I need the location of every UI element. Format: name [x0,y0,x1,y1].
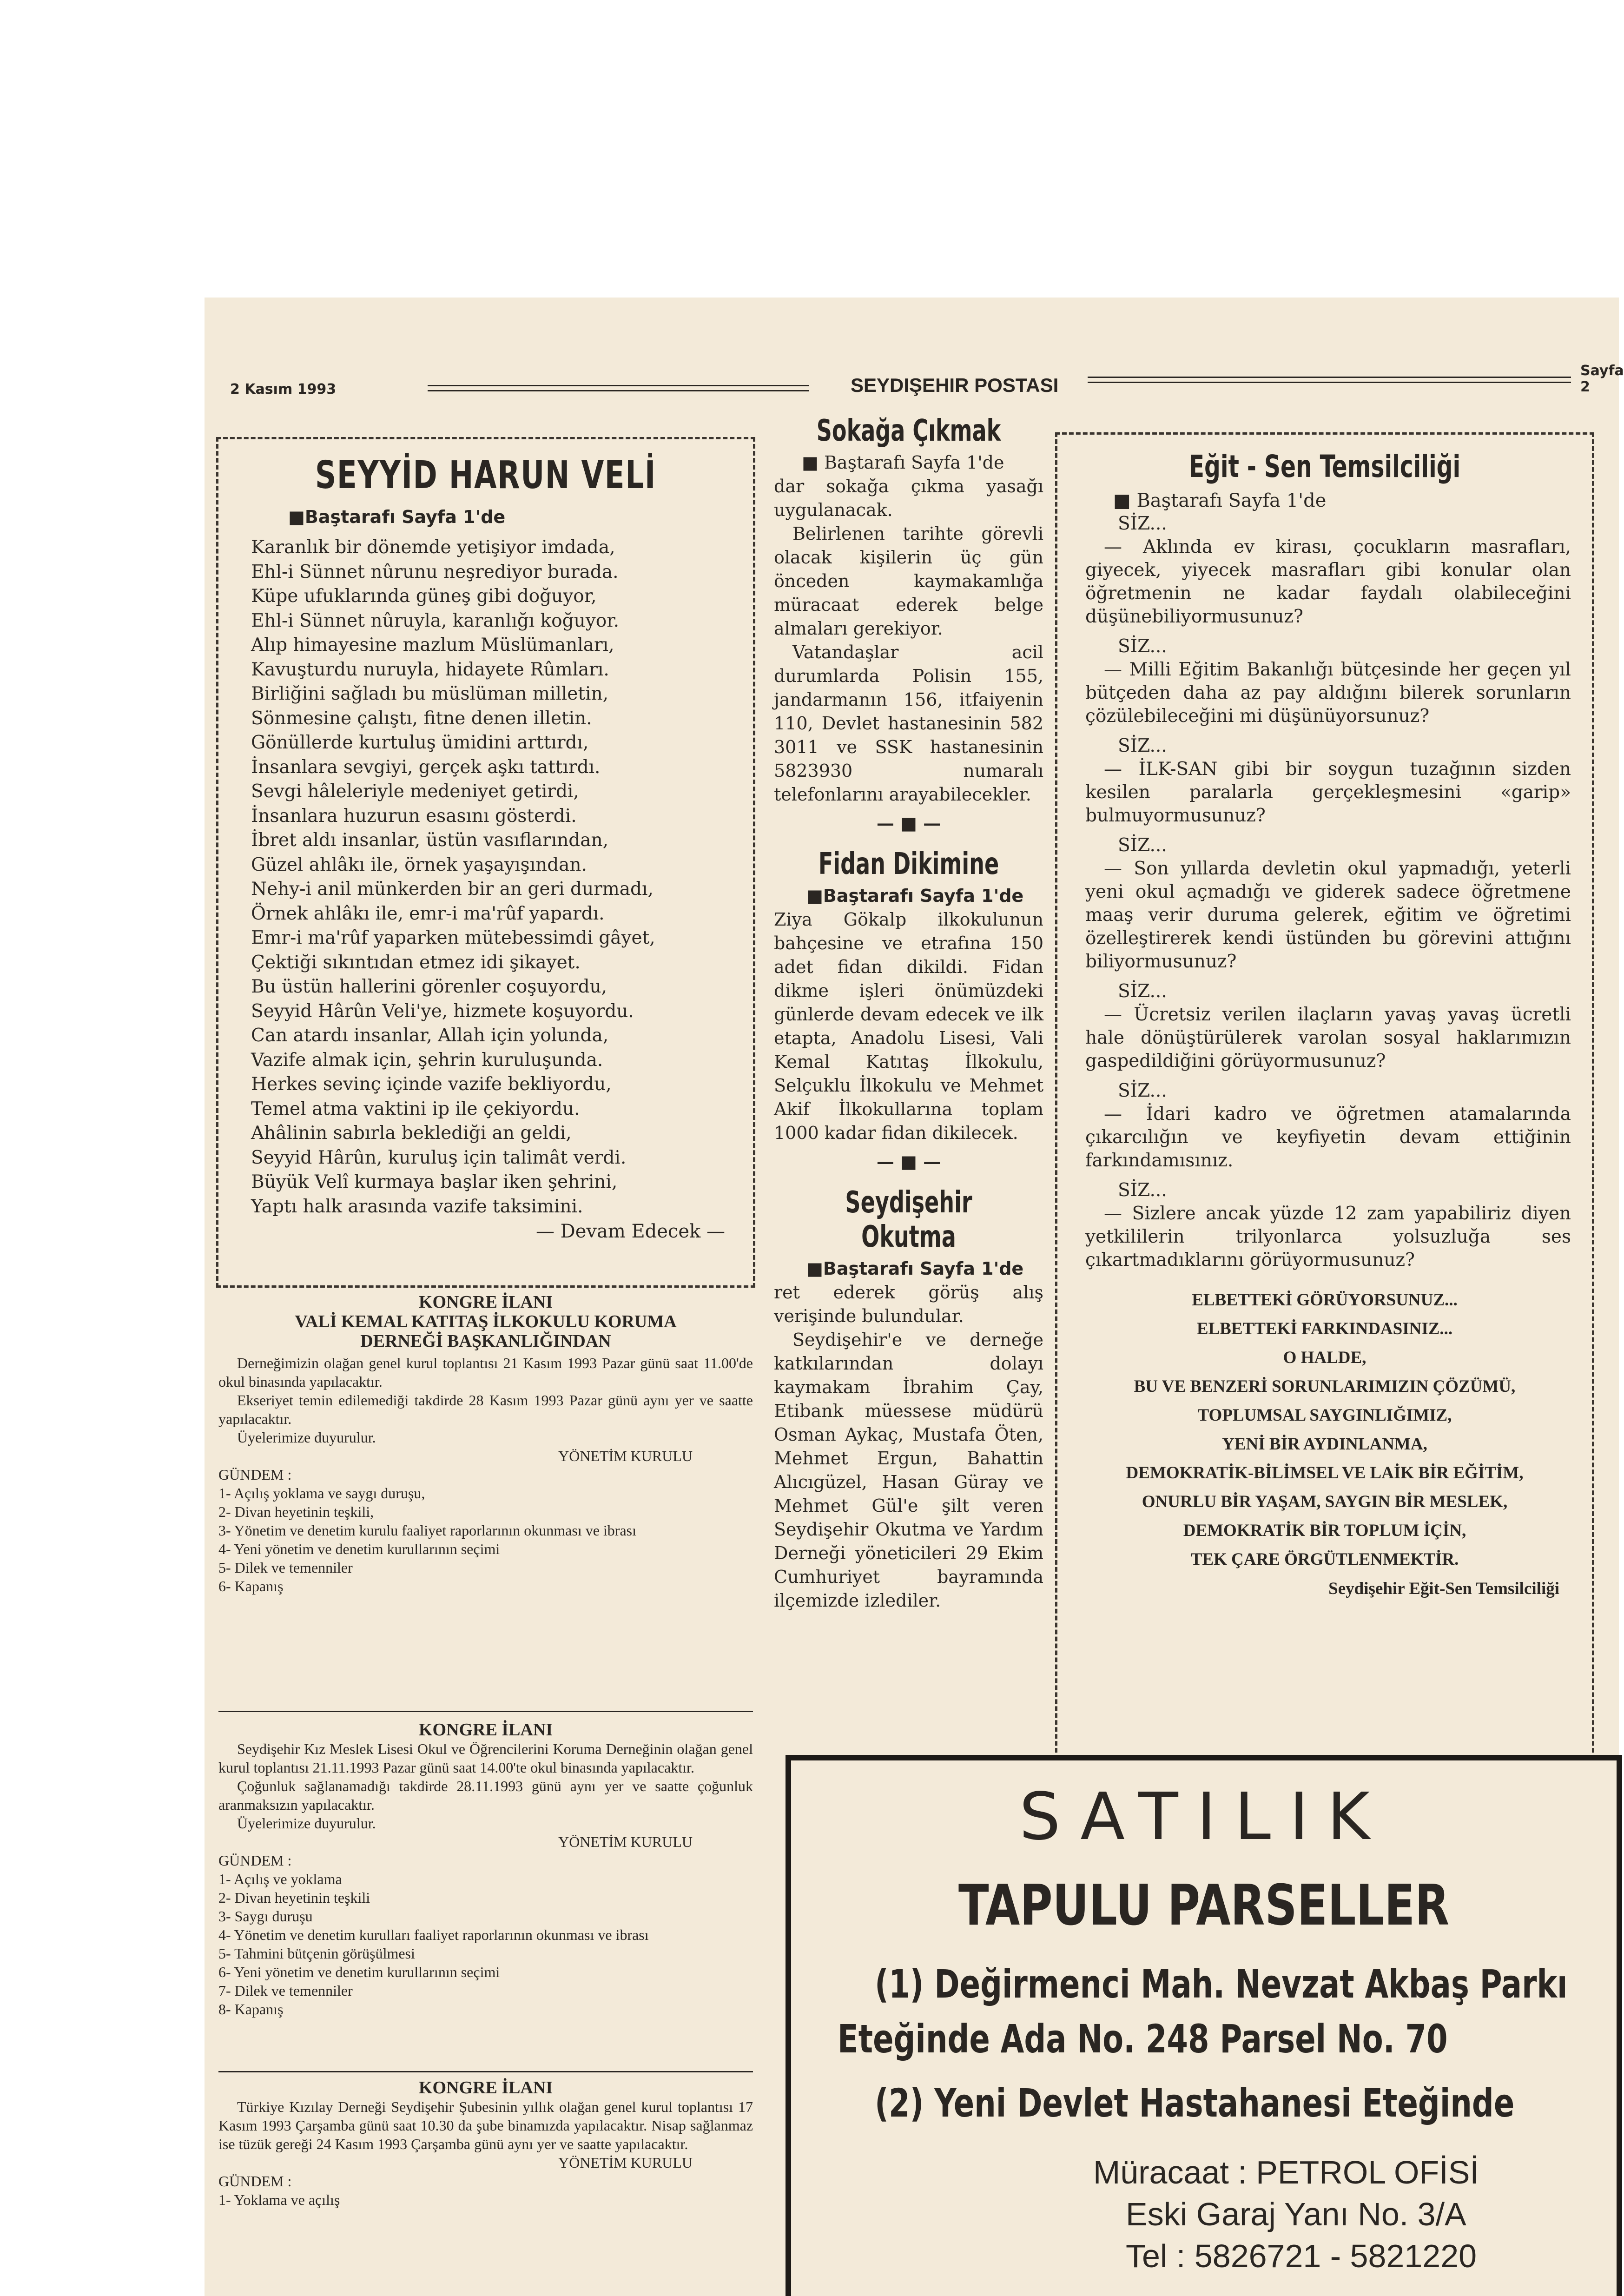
slogan-line: ELBETTEKİ GÖRÜYORSUNUZ... [1192,1290,1458,1310]
middle-column [774,414,1043,1613]
kongre1-paragraph: Ekseriyet temin edilemediği takdirde 28 Kasım 1993 Pazar günü aynı yer ve saatte yapılacaktır. [218,1392,753,1427]
poem-lines [251,536,753,1219]
ad-title: TAPULU PARSELLER [958,1873,1450,1938]
okutma-text-2: Seydişehir'e ve derneğe katkılarından dolayı kaymakam İbrahim Çay, Etibank müessese müdürü Osman Aykaç, Mustafa Öten, Mehmet Ergun, Bahattin Alıcıgüzel, Hasan Güray ve Mehmet Gül'e şilt veren Seydişehir Okutma ve Yardım Derneği yöneticileri 29 Ekim Cumhuriyet bayramında ilçemizde izlediler. [774,1330,1043,1611]
poem-line: Kavuşturdu nuruyla, hidayete Rûmları. [251,659,609,680]
poem-line: Temel atma vaktini ip ile çekiyordu. [251,1098,580,1119]
sokak-continued-text: Baştarafı Sayfa 1'de [824,452,1004,473]
kongre3-agenda-title: GÜNDEM : [218,2173,292,2190]
question-label: SİZ... [1118,1080,1167,1101]
issue-date: 2 Kasım 1993 [230,381,337,397]
poem-line: Sönmesine çalıştı, fitne denen illetin. [251,708,592,729]
kongre2-paragraph: Çoğunluk sağlanamadığı takdirde 28.11.1993 günü aynı yer ve saatte çoğunluk aranmaksızın yapılacaktır. [218,1778,753,1813]
agenda-item: 1- Açılış ve yoklama [218,1871,342,1887]
header-rule-left [428,385,809,391]
divider [218,2071,753,2072]
agenda-item: 3- Yönetim ve denetim kurulu faaliyet raporlarının okunması ve ibrası [218,1522,636,1539]
okutma-body [774,1257,1043,1613]
agenda-item: 7- Dilek ve temenniler [218,1982,353,1999]
slogan-line: YENİ BİR AYDINLANMA, [1222,1435,1427,1454]
agenda-item: 6- Yeni yönetim ve denetim kurullarının seçimi [218,1964,500,1980]
poem-line: Çektiği sıkıntıdan etmez idi şikayet. [251,952,581,973]
kongre1-paragraph: Derneğimizin olağan genel kurul toplantısı 21 Kasım 1993 Pazar günü saat 11.00'de okul binasında yapılacaktır. [218,1355,753,1390]
kongre2-title: KONGRE İLANI [418,1720,553,1740]
ad-contact-2: Eski Garaj Yanı No. 3/A [1126,2196,1466,2232]
agenda-item: 2- Divan heyetinin teşkili, [218,1503,374,1520]
poem-line: Örnek ahlâkı ile, emr-i ma'rûf yapardı. [251,903,605,924]
kongre2-paragraph: Seydişehir Kız Meslek Lisesi Okul ve Öğrencilerini Koruma Derneğinin olağan genel kurul toplantısı 21.11.1993 Pazar günü saat 14.00'te okul binasında yapılacaktır. [218,1740,753,1776]
kongre1-body [218,1354,753,1447]
question-label: SİZ... [1118,835,1167,856]
kongre2-paragraph: Üyelerimize duyurulur. [237,1815,376,1832]
agenda-item: 1- Yoklama ve açılış [218,2191,340,2208]
poem-line: Bu üstün hallerini görenler coşuyordu, [251,976,607,997]
poem-line: Gönüllerde kurtuluş ümidini arttırdı, [251,732,589,753]
poem-line: Vazife almak için, şehrin kuruluşunda. [251,1049,603,1071]
question-text: — İLK-SAN gibi bir soygun tuzağının sizden kesilen paralarla gerçekleşmesini «garip» bulmuyormusunuz? [1085,759,1571,826]
question-label: SİZ... [1118,981,1167,1002]
poem-line: Can atardı insanlar, Allah için yolunda, [251,1025,609,1046]
poem-line: Güzel ahlâkı ile, örnek yaşayışından. [251,854,587,875]
poem-line: Ahâlinin sabırla beklediği an geldi, [251,1123,572,1144]
poem-continued: ■Baştarafı Sayfa 1'de [288,507,506,527]
fidan-body [774,884,1043,1173]
slogan-line: TOPLUMSAL SAYGINLIĞIMIZ, [1197,1406,1452,1425]
slogan-line: O HALDE, [1283,1348,1367,1367]
poem-line: İnsanlara huzurun esasını gösterdi. [251,805,577,827]
okutma-text-1: ret ederek görüş alış verişinde bulundular. [774,1282,1043,1326]
poem-line: Herkes sevinç içinde vazife bekliyordu, [251,1074,612,1095]
poem-line: Yaptı halk arasında vazife taksimini. [251,1196,583,1217]
agenda-item: 4- Yeni yönetim ve denetim kurullarının seçimi [218,1541,500,1557]
agenda-item: 4- Yönetim ve denetim kurulları faaliyet raporlarının okunması ve ibrası [218,1926,649,1943]
poem-line: Birliğini sağladı bu müslüman milletin, [251,683,609,704]
paper-name: SEYDIŞEHIR POSTASI [851,374,1059,396]
kongre3-sign: YÖNETİM KURULU [558,2154,693,2171]
poem-line: Seyyid Hârûn Veli'ye, hizmete koşuyordu. [251,1000,634,1022]
question-text: — İdari kadro ve öğretmen atamalarında çıkarcılığın ve keyfiyetin devam ettiğinin farkındamısınız. [1085,1104,1571,1171]
fidan-title: Fidan Dikimine [818,847,999,881]
agenda-item: 8- Kapanış [218,2001,284,2018]
slogan-line: ELBETTEKİ FARKINDASINIZ... [1196,1319,1453,1338]
kongre-notice-2 [218,1720,753,2018]
fidan-text: Ziya Gökalp ilkokulunun bahçesine ve etrafına 150 adet fidan dikildi. Fidan dikme işleri önümüzdeki günlerde devam edecek ve ilk etapta, Anadolu Lisesi, Vali Kemal Katıtaş İlkokulu, Selçuklu İlkokulu ve Mehmet Akif İlkokullarına toplam 1000 kadar fidan dikilecek. [774,909,1043,1143]
poem-line: Küpe ufuklarında güneş gibi doğuyor, [251,586,597,607]
question-text: — Aklında ev kirası, çocukların masrafları, giyecek, yiyecek masrafları gibi konular olan öğretmenin ne kadar faydalı olabileceğini düşünebiliyormusunuz? [1085,536,1571,627]
question-label: SİZ... [1118,636,1167,657]
agenda-item: 3- Saygı duruşu [218,1908,313,1925]
agenda-item: 6- Kapanış [218,1578,284,1595]
egit-continued: ■ Baştarafı Sayfa 1'de [1113,490,1327,511]
ad-line-3: (2) Yeni Devlet Hastahanesi Eteğinde [875,2080,1515,2126]
agenda-item: 2- Divan heyetinin teşkili [218,1889,370,1906]
egit-title: Eğit - Sen Temsilciliği [1188,449,1461,484]
agenda-item: 5- Tahmini bütçenin görüşülmesi [218,1945,415,1962]
sale-advert [786,1755,1622,2296]
poem-line: Sevgi hâleleriyle medeniyet getirdi, [251,781,579,802]
poem-line: Büyük Velî kurmaya başlar iken şehrini, [251,1171,618,1192]
sokak-continued: ■ Baştarafı Sayfa 1'de [802,452,1004,473]
sokak-title: Sokağa Çıkmak [816,414,1001,448]
poem-line: Emr-i ma'rûf yaparken mütebessimdi gâyet, [251,927,655,948]
page-number: Sayfa 2 [1580,363,1624,395]
okutma-title: Seydişehir Okutma [845,1185,972,1254]
kongre3-agenda [218,2190,753,2209]
kongre3-body [218,2097,753,2153]
newspaper-page [205,298,1624,2296]
kongre1-subtitle: VALİ KEMAL KATITAŞ İLKOKULU KORUMA DERNEĞİ BAŞKANLIĞINDAN [295,1312,677,1351]
poem-end: — Devam Edecek — [535,1221,725,1242]
agenda-item: 1- Açılış yoklama ve saygı duruşu, [218,1485,425,1502]
sokak-body [774,451,1043,835]
egit-questions [1057,512,1592,1272]
egit-sign: Seydişehir Eğit-Sen Temsilciliği [1328,1579,1559,1598]
ad-contact-1: Müracaat : PETROL OFİSİ [1093,2154,1479,2190]
question-label: SİZ... [1118,735,1167,756]
kongre-notice-3 [218,2078,753,2209]
slogan-line: BU VE BENZERİ SORUNLARIMIZIN ÇÖZÜMÜ, [1134,1377,1516,1396]
header-rule-right [1088,377,1571,383]
egit-slogans [1057,1286,1592,1574]
poem-line: Alıp himayesine mazlum Müslümanları, [251,635,614,655]
poem-line: Ehl-i Sünnet nûruyla, karanlığı koğuyor. [251,610,620,631]
slogan-line: TEK ÇARE ÖRGÜTLENMEKTİR. [1190,1550,1459,1569]
kongre3-paragraph: Türkiye Kızılay Derneği Seydişehir Şubesinin yıllık olağan genel kurul toplantısı 17 Kasım 1993 Çarşamba günü saat 10.30 da şube binamızda yapılacaktır. Nisap sağlanmaz ise tüzük gereği 24 Kasım 1993 Çarşamba günü aynı yer ve saatte yapılacaktır. [218,2098,753,2152]
slogan-line: ONURLU BİR YAŞAM, SAYGIN BİR MESLEK, [1142,1492,1508,1511]
ad-line-2: Eteğinde Ada No. 248 Parsel No. 70 [838,2016,1448,2062]
fidan-continued-text: Baştarafı Sayfa 1'de [823,886,1024,906]
kongre1-agenda-title: GÜNDEM : [218,1466,292,1483]
poem-line: İnsanlara sevgiyi, gerçek aşkı tattırdı. [251,756,601,778]
question-label: SİZ... [1118,1180,1167,1201]
kongre-notice-1 [218,1292,753,1595]
okutma-continued-text: Baştarafı Sayfa 1'de [823,1258,1024,1279]
poem-line: Ehl-i Sünnet nûrunu neşrediyor burada. [251,561,619,582]
poem-line: İbret aldı insanlar, üstün vasıflarından, [251,830,609,851]
kongre1-sign: YÖNETİM KURULU [558,1448,693,1464]
question-text: — Son yıllarda devletin okul yapmadığı, yeterli yeni okul açmadığı ve giderek sadece öğretmene maaş verir duruma gelerek, eğitim ve öğretimi özelleştirerek kendi üstünden bu görevini attığını biliyormusunuz? [1085,858,1571,972]
poem-line: Nehy-i anil münkerden bir an geri durmadı, [251,879,654,900]
slogan-line: DEMOKRATİK BİR TOPLUM İÇİN, [1183,1521,1466,1540]
question-label: SİZ... [1118,513,1167,534]
sokak-text-1: dar sokağa çıkma yasağı uygulanacak. [774,476,1043,520]
kongre2-sign: YÖNETİM KURULU [558,1833,693,1850]
sokak-text-3: Vatandaşlar acil durumlarda Polisin 155, jandarmanın 156, itfaiyenin 110, Devlet hastanesinin 582 3011 ve SSK hastanesinin 5823930 numaralı telefonlarını arayabilecekler. [774,642,1043,805]
question-text: — Milli Eğitim Bakanlığı bütçesinde her geçen yıl bütçeden daha az pay aldığını bilerek sorunların çözülebileceğini mi düşünüyorsunuz? [1085,659,1571,727]
kongre3-title: KONGRE İLANI [418,2078,553,2097]
sokak-text-2: Belirlenen tarihte görevli olacak kişilerin üç gün önceden kaymakamlığa müracaat ederek belge almaları gerekiyor. [774,523,1043,639]
ad-line-1: (1) Değirmenci Mah. Nevzat Akbaş Parkı [875,1961,1568,2007]
kongre1-paragraph: Üyelerimize duyurulur. [237,1429,376,1446]
ad-contact-3: Tel : 5826721 - 5821220 [1126,2238,1477,2274]
kongre2-agenda [218,1870,753,2018]
sokak-separator: — ■ — [876,813,941,834]
divider [218,1711,753,1712]
kongre1-title: KONGRE İLANI [418,1292,553,1312]
ad-satilik: SATILIK [1019,1779,1389,1855]
okutma-continued: ■Baştarafı Sayfa 1'de [806,1258,1024,1279]
fidan-separator: — ■ — [876,1151,941,1172]
poem-continued-text: Baştarafı Sayfa 1'de [304,507,506,527]
poem-box [216,437,755,1288]
egitsen-box [1055,432,1594,1801]
kongre1-agenda [218,1484,753,1595]
agenda-item: 5- Dilek ve temenniler [218,1559,353,1576]
poem-line: Karanlık bir dönemde yetişiyor imdada, [251,537,615,558]
egit-continued-text: Baştarafı Sayfa 1'de [1136,490,1327,511]
question-text: — Sizlere ancak yüzde 12 zam yapabiliriz diyen yetkililerin trilyonlarca yolsuzluğa ses çıkartmadıklarını görüyormusunuz? [1085,1203,1571,1270]
kongre2-body [218,1740,753,1833]
slogan-line: DEMOKRATİK-BİLİMSEL VE LAİK BİR EĞİTİM, [1126,1463,1524,1482]
poem-title: SEYYİD HARUN VELİ [315,453,657,497]
poem-line: Seyyid Hârûn, kuruluş için talimât verdi. [251,1147,627,1168]
fidan-continued: ■Baştarafı Sayfa 1'de [806,886,1024,906]
question-text: — Ücretsiz verilen ilaçların yavaş yavaş ücretli hale dönüştürülerek varolan sosyal haklarımızın gaspedildiğini görüyormusunuz? [1085,1004,1571,1072]
kongre2-agenda-title: GÜNDEM : [218,1852,292,1869]
